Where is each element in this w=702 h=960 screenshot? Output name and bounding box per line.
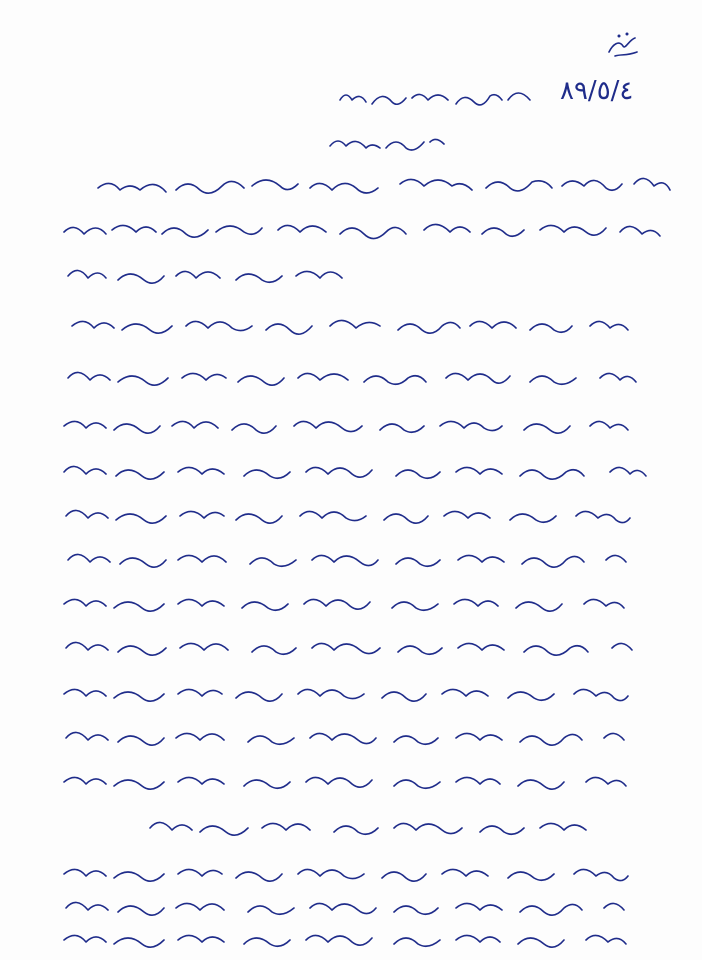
letter-date: ٨٩/٥/٤ [560,76,634,106]
